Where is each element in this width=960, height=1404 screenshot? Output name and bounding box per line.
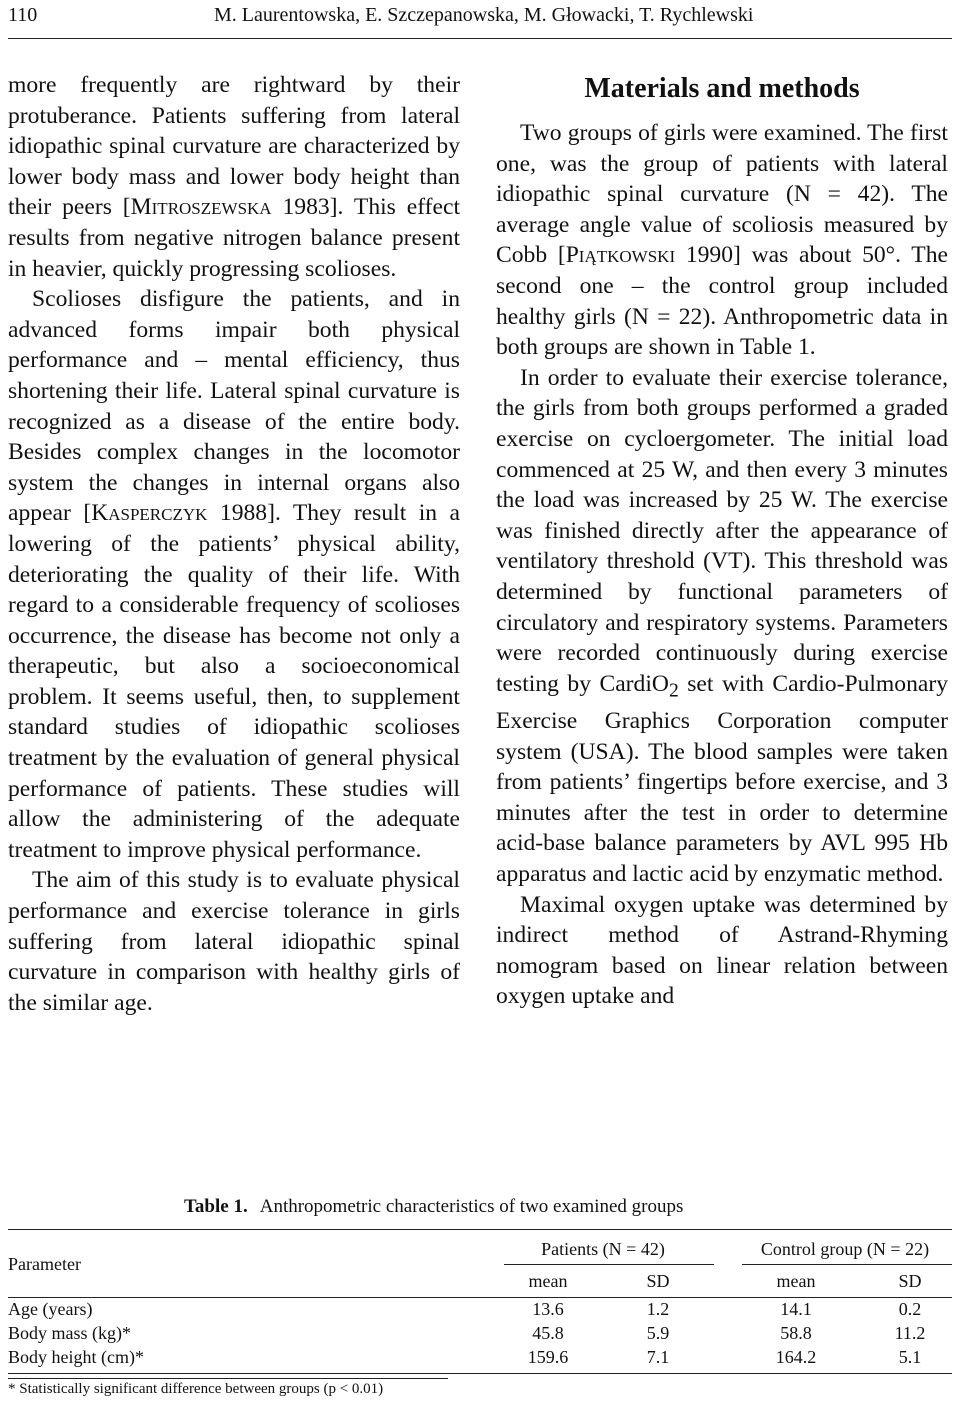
table-title: Anthropometric characteristics of two examined groups (259, 1196, 684, 1217)
table-cell-param: Body height (cm)* (8, 1347, 144, 1367)
col-header-mean: mean (528, 1271, 568, 1291)
table-cell: 58.8 (780, 1323, 812, 1343)
col-header-sd: SD (646, 1271, 670, 1291)
table-label: Table 1. (184, 1196, 248, 1217)
table-header-rule (8, 1297, 952, 1298)
paragraph: Two groups of girls were examined. The first one, was the group of patients with lateral idiopathic spinal curvature (N = 42). The average angle value of scoliosis measured by Cobb [Piątkowski 1990] was about 50°. The second one – the control group included healthy girls (N = 22). Anthropometric data in both groups are shown in Table 1. (496, 120, 948, 361)
table-cell: 5.1 (898, 1347, 922, 1367)
table-footnote: * Statistically significant difference between groups (p < 0.01) (8, 1381, 384, 1397)
citation: Mitroszewska (130, 194, 272, 221)
table-cell: 13.6 (532, 1299, 564, 1319)
right-column (496, 70, 948, 1012)
table-cell: 5.9 (646, 1323, 670, 1343)
table-top-rule (8, 1229, 952, 1230)
col-header-mean: mean (776, 1271, 816, 1291)
table-cell: 0.2 (898, 1299, 922, 1319)
table-cell: 7.1 (646, 1347, 670, 1367)
table-cell: 1.2 (646, 1299, 670, 1319)
paragraph: Scolioses disfigure the patients, and in advanced forms impair both physical performance and – mental efficiency, thus shortening their life. Lateral spinal curvature is recognized as a disease of the entire body. Besides complex changes in the locomotor system the changes in internal organs also appear [Kasperczyk 1988]. They result in a lowering of the patients’ physical ability, deteriorating the quality of their life. With regard to a considerable frequency of scolioses occurrence, the disease has become not only a therapeutic, but also a socioeconomical problem. It seems useful, then, to supplement standard studies of idiopathic scolioses treatment by the evaluation of general physical performance of patients. These studies will allow the administering of the adequate treatment to improve physical performance. (8, 286, 461, 863)
col-header-sd: SD (898, 1271, 922, 1291)
table-caption (184, 1196, 683, 1218)
param-header: Parameter (8, 1254, 81, 1274)
paragraph: In order to evaluate their exercise tolerance, the girls from both groups performed a graded exercise on cycloergometer. The initial load commenced at 25 W, and then every 3 minutes the load was increased by 25 W. The exercise was finished directly after the appearance of ventilatory threshold (VT). This threshold was determined by functional parameters of circulatory and respiratory systems. Parameters were recorded continuously during exercise testing by CardiO$_2$ set with Cardio-Pulmonary Exercise Graphics Corporation computer system (USA). The blood samples were taken from patients’ fingertips before exercise, and 3 minutes after the test in order to determine acid-base balance parameters by AVL 995 Hb apparatus and lactic acid by enzymatic method. (496, 364, 948, 887)
section-heading: Materials and methods (584, 73, 860, 104)
table-cell: 159.6 (527, 1347, 569, 1367)
patients-group-header: Patients (N = 42) (541, 1239, 665, 1259)
footnote-rule (8, 1378, 448, 1379)
running-header (8, 2, 952, 39)
table-cell: 14.1 (780, 1299, 812, 1319)
citation: Piątkowski (565, 242, 676, 269)
paragraph: The aim of this study is to evaluate physical performance and exercise tolerance in girls suffering from lateral idiopathic spinal curvature in comparison with healthy girls of the similar age. (8, 867, 460, 1016)
paragraph: more frequently are rightward by their protuberance. Patients suffering from lateral idiopathic spinal curvature are characterized by lower body mass and lower body height than their peers [Mitroszewska 1983]. This effect results from negative nitrogen balance present in heavier, quickly progressing scolioses. (8, 72, 461, 282)
table-cell-param: Age (years) (8, 1299, 93, 1319)
page-number: 110 (8, 4, 38, 26)
control-group-header: Control group (N = 22) (760, 1239, 930, 1259)
paragraph: Maximal oxygen uptake was determined by indirect method of Astrand-Rhyming nomogram based on linear relation between oxygen uptake and (496, 891, 948, 1010)
patients-underline (504, 1264, 714, 1265)
table-bottom-rule (8, 1373, 952, 1374)
table-cell-param: Body mass (kg)* (8, 1323, 131, 1343)
table-cell: 164.2 (775, 1347, 817, 1367)
left-column (8, 70, 460, 1018)
citation: Kasperczyk (91, 500, 208, 527)
table-cell: 11.2 (894, 1323, 926, 1343)
table-cell: 45.8 (532, 1323, 564, 1343)
running-authors: M. Laurentowska, E. Szczepanowska, M. Głowacki, T. Rychlewski (214, 4, 754, 26)
control-underline (742, 1264, 952, 1265)
